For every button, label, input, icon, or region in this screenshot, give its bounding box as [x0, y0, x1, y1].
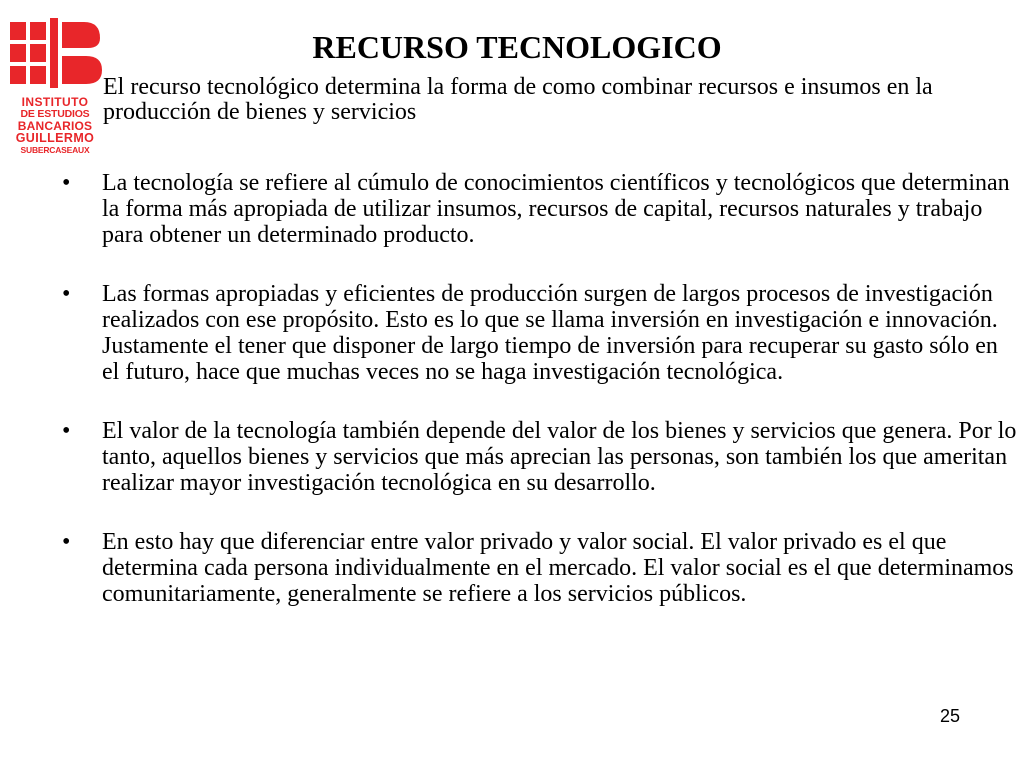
- logo-line: BANCARIOS: [17, 119, 93, 133]
- page-number: 25: [940, 706, 961, 726]
- logo-line: SUBERCASEAUX: [20, 145, 90, 155]
- bullet-text: El valor de la tecnología también depende del valor de los bienes y servicios que genera. Por lo tanto, aquellos bienes y servicios que más aprecian las personas, son también los que ameritan realizar mayor investigación tecnológica en su desarrollo.: [102, 418, 1017, 496]
- logo-line: INSTITUTO: [21, 95, 89, 109]
- bullet-item: [60, 529, 1020, 607]
- bullet-item: [60, 418, 1020, 496]
- slide-title: RECURSO TECNOLOGICO: [312, 29, 722, 65]
- bullet-icon: •: [62, 529, 71, 555]
- bullet-icon: •: [62, 418, 71, 444]
- bullet-icon: •: [62, 281, 71, 307]
- intro-paragraph: El recurso tecnológico determina la forma de como combinar recursos e insumos en la producción de bienes y servicios: [103, 74, 933, 125]
- bullet-text: En esto hay que diferenciar entre valor privado y valor social. El valor privado es el que determina cada persona individualmente en el mercado. El valor social es el que determinamos comunitariamente, generalmente se refiere a los servicios públicos.: [102, 529, 1014, 607]
- logo-line: GUILLERMO: [15, 131, 95, 145]
- bullet-icon: •: [62, 170, 71, 196]
- bullet-item: [60, 170, 1020, 248]
- logo-line: DE ESTUDIOS: [20, 108, 90, 120]
- bullet-text: Las formas apropiadas y eficientes de producción surgen de largos procesos de investigación realizados con ese propósito. Esto es lo que se llama inversión en investigación e innovación. Justamente el tener que disponer de largo tiempo de inversión para recuperar su gasto sólo en el futuro, hace que muchas veces no se haga investigación tecnológica.: [102, 281, 998, 385]
- bullet-list: [60, 170, 1020, 640]
- bullet-item: [60, 281, 1020, 385]
- logo-wordmark: [8, 96, 102, 156]
- bullet-text: La tecnología se refiere al cúmulo de conocimientos científicos y tecnológicos que determinan la forma más apropiada de utilizar insumos, recursos de capital, recursos naturales y trabajo para obtener un determinado producto.: [102, 170, 1010, 248]
